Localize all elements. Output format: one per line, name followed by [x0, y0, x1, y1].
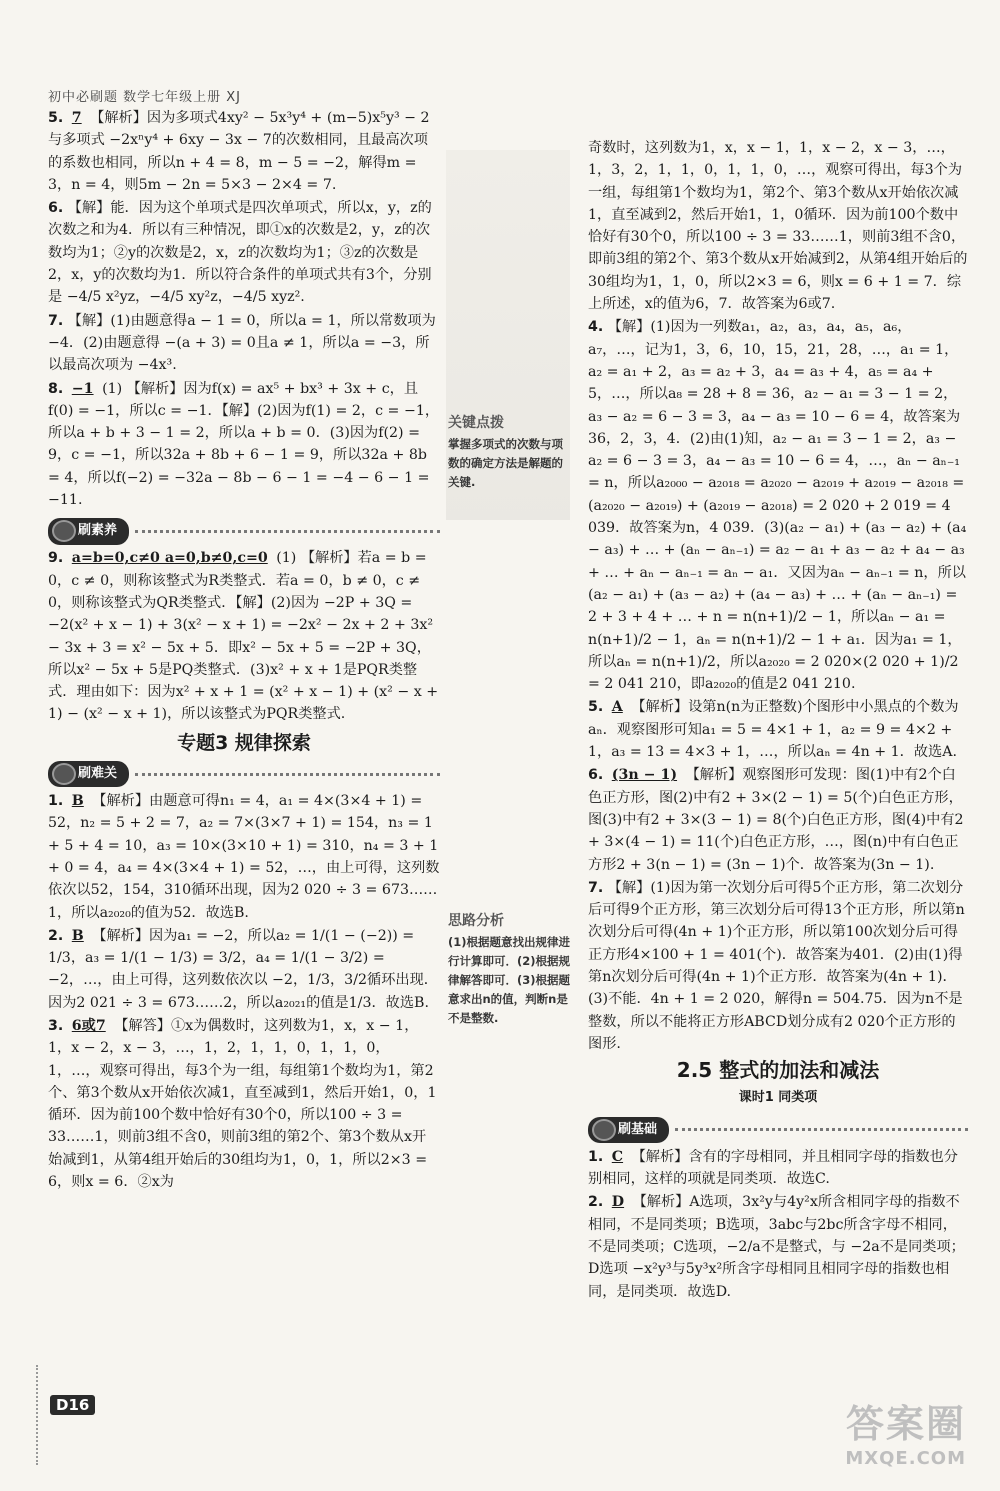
running-header: 初中必刷题 数学七年级上册 XJ — [48, 90, 242, 105]
dotted-divider — [135, 530, 440, 533]
tip-body: 掌握多项式的次数与项数的确定方法是解题的关键. — [448, 437, 563, 489]
lesson-title: 2.5 整式的加法和减法 — [676, 1058, 880, 1083]
dotted-divider — [675, 1128, 968, 1131]
tip-body: (1)根据题意找出规律进行计算即可．(2)根据规律解答即可．(3)根据题意求出n的值，判断n是不是整数. — [448, 935, 571, 1025]
tip-key-points — [448, 414, 572, 492]
lesson-subtitle: 课时1 同类项 — [738, 1090, 818, 1106]
question-6: 6. 【解】能．因为这个单项式是四次单项式，所以x，y，z的次数之和为4．所以有三种情况，即①x的次数是2，y，z的次数均为1；②y的次数是2，x，z的次数均为1；③z的次数是2，x，y的次数均为1．所以符合条件的单项式共有3个，分别是 −4/5 x²yz，−4/5 xy²z，−4/5 xyz². — [48, 200, 432, 306]
question-1: 1. B 【解析】由题意可得n₁ = 4，a₁ = 4×(3×4 + 1) = 52，n₂ = 5 + 2 = 7，a₂ = 7×(3×7 + 1) = 154，n₃ = 1 + 5 + 4 = 10，a₃ = 10×(3×10 + 1) = 310，n₄ = 3 + 1 + 0 = 4，a₄ = 4×(3×4 + 1) = 52，…，由上可得，这列数依次以52，154，310循环出现，因为2 020 ÷ 3 = 673……1，所以a₂₀₂₀的值为52．故选B. — [48, 793, 440, 921]
right-column — [588, 137, 968, 1304]
section-jichu — [588, 1118, 968, 1142]
watermark-logo-text: 答案圈 — [845, 1402, 966, 1446]
question-7: 7. 【解】(1)由题意得a − 1 = 0，所以a = 1，所以常数项为 −4．(2)由题意得 −(a + 3) = 0且a ≠ 1，所以a = −3，所以最高次项为 −4x³. — [48, 312, 436, 374]
section-label: 刷基础 — [588, 1117, 669, 1143]
question-8: 8. −1 (1) 【解析】因为f(x) = ax⁵ + bx³ + 3x + c，且f(0) = −1，所以c = −1．【解】(2)因为f(1) = 2，c = −1，所以a + b + 3 − 1 = 2，所以a + b = 0．(3)因为f(2) = 9，c = −1，所以32a + 8b + 6 − 1 = 9，所以32a + 8b = 4，所以f(−2) = −32a − 8b − 6 − 1 = −4 − 6 − 1 = −11. — [48, 380, 440, 509]
tip-heading: 思路分析 — [448, 913, 504, 929]
question-4: 4. 【解】(1)因为一列数a₁，a₂，a₃，a₄，a₅，a₆，a₇，…，记为1，3，6，10，15，21，28，…，a₁ = 1，a₂ = a₁ + 2，a₃ = a₂ + 3，a₄ = a₃ + 4，a₅ = a₄ + 5，…，所以a₈ = 28 + 8 = 36，a₂ − a₁ = 3 − 1 = 2，a₃ − a₂ = 6 − 3 = 3，a₄ − a₃ = 10 − 6 = 4，故答案为36，2，3，4．(2)由(1)知，a₂ − a₁ = 3 − 1 = 2，a₃ − a₂ = 6 − 3 = 3，a₄ − a₃ = 10 − 6 = 4，…，aₙ − aₙ₋₁ = n，所以a₂₀₀₀ − a₂₀₁₈ = a₂₀₂₀ − a₂₀₁₉ + a₂₀₁₉ − a₂₀₁₈ = (a₂₀₂₀ − a₂₀₁₉) + (a₂₀₁₉ − a₂₀₁₈) = 2 020 + 2 019 = 4 039．故答案为n，4 039．(3)(a₂ − a₁) + (a₃ − a₂) + (a₄ − a₃) + … + (aₙ − aₙ₋₁) = a₂ − a₁ + a₃ − a₂ + a₄ − a₃ + … + aₙ − aₙ₋₁ = aₙ − a₁．又因为aₙ − aₙ₋₁ = n，所以(a₂ − a₁) + (a₃ − a₂) + (a₄ − a₃) + … + (aₙ − aₙ₋₁) = 2 + 3 + 4 + … + n = n(n+1)/2 − 1，所以aₙ − a₁ = n(n+1)/2 − 1，aₙ = n(n+1)/2 − 1 + a₁．因为a₁ = 1，所以aₙ = n(n+1)/2，所以a₂₀₂₀ = 2 020×(2 020 + 1)/2 = 2 041 210，即a₂₀₂₀的值是2 041 210. — [588, 319, 967, 693]
question-3-continued: 奇数时，这列数为1，x，x − 1，1，x − 2，x − 3，…，1，3，2，1，1，0，1，1，0，…，观察可得出，每3个为一组，每组第1个数均为1，第2个、第3个数从x开始依次减1，直至减到2，然后开始1，1，0循环．因为前100个数中恰好有30个0，所以100 ÷ 3 = 33……1，则前3组不含0，即前3组的第2个、第3个数从x开始减到2，从第4组开始后的30组均为1，1，0，所以2×3 = 6，则x = 6 + 1 = 7．综上所述，x的值为6，7．故答案为6或7. — [588, 140, 968, 313]
basic-question-2: 2. D 【解析】A选项，3x²y与4y²x所含相同字母的指数不相同，不是同类项；B选项，3abc与2bc所含字母不相同，不是同类项；C选项，−2/a不是整式，与 −2a不是同类项；D选项 −x²y³与5y³x²所含字母相同且相同字母的指数也相同，是同类项．故选D. — [588, 1194, 965, 1300]
corner-decoration — [36, 1365, 40, 1465]
dotted-divider — [135, 773, 440, 776]
page-number: D16 — [50, 1395, 95, 1415]
tip-heading: 关键点拨 — [448, 415, 504, 431]
section-nanguan — [48, 762, 440, 786]
section-suyang — [48, 519, 440, 543]
question-5: 5. A 【解析】设第n(n为正整数)个图形中小黑点的个数为aₙ．观察图形可知a₁ = 5 = 4×1 + 1，a₂ = 9 = 4×2 + 1，a₃ = 13 = 4×3 + 1，…，所以aₙ = 4n + 1．故选A. — [588, 699, 959, 761]
question-6: 6. (3n − 1) 【解析】观察图形可发现：图(1)中有2个白色正方形，图(2)中有2 + 3×(2 − 1) = 5(个)白色正方形，图(3)中有2 + 3×(3 − 1) = 8(个)白色正方形，图(4)中有2 + 3×(4 − 1) = 11(个)白色正方形，…，图(n)中有白色正方形2 + 3(n − 1) = (3n − 1)个．故答案为(3n − 1). — [588, 767, 964, 873]
watermark-url: MXQE.COM — [845, 1448, 966, 1469]
section-label: 刷素养 — [48, 518, 129, 544]
question-5: 5. 7 【解析】因为多项式4xy² − 5x³y⁴ + (m−5)x⁵y³ − 2与多项式 −2xⁿy⁴ + 6xy − 3x − 7的次数相同，且最高次项的系数也相同，所以n + 4 = 8，m − 5 = −2，解得m = 3，n = 4，则5m − 2n = 5×3 − 2×4 = 7. — [48, 110, 430, 193]
question-7: 7. 【解】(1)因为第一次划分后可得5个正方形，第二次划分后可得9个正方形，第三次划分后可得13个正方形，所以第n次划分后可得(4n + 1)个正方形，所以第100次划分后可得正方形4×100 + 1 = 401(个)．故答案为401．(2)由(1)得第n次划分后可得(4n + 1)个正方形．故答案为(4n + 1)．(3)不能．4n + 1 = 2 020，解得n = 504.75．因为n不是整数，所以不能将正方形ABCD划分成有2 020个正方形的图形. — [588, 879, 965, 1052]
question-9: 9. a=b=0,c≠0 a=0,b≠0,c=0 (1) 【解析】若a = b = 0，c ≠ 0，则称该整式为R类整式．若a = 0，b ≠ 0，c ≠ 0，则称该整式为QR类整式．【解】(2)因为 −2P + 3Q = −2(x² + x − 1) + 3(x² − x + 1) = −2x² − 2x + 2 + 3x² − 3x + 3 = x² − 5x + 5．即x² − 5x + 5 = −2P + 3Q，所以x² − 5x + 5是PQ类整式．(3)x² + x + 1是PQR类整式．理由如下：因为x² + x + 1 = (x² + x − 1) + (x² − x + 1) − (x² − x + 1)，所以该整式为PQR类整式. — [48, 550, 439, 723]
left-column — [48, 107, 440, 1194]
tip-thinking-analysis — [448, 912, 572, 1028]
question-2: 2. B 【解析】因为a₁ = −2，所以a₂ = 1/(1 − (−2)) = 1/3，a₃ = 1/(1 − 1/3) = 3/2，a₄ = 1/(1 − 3/2) = −2，…，由上可得，这列数依次以 −2，1/3，3/2循环出现．因为2 021 ÷ 3 = 673……2，所以a₂₀₂₁的值是1/3．故选B. — [48, 927, 438, 1011]
question-3: 3. 6或7 【解答】①x为偶数时，这列数为1，x，x − 1，1，x − 2，x − 3，…，1，2，1，1，0，1，1，0，1，…，观察可得出，每3个为一组，每组第1个数均为1，第2个、第3个数从x开始依次减1，直至减到1，然后开始1，0，1循环．因为前100个数中恰好有30个0，所以100 ÷ 3 = 33……1，则前3组不含0，则前3组的第2个、第3个数从x开始减到1，从第4组开始后的30组均为1，0，1，所以2×3 = 6，则x = 6．②x为 — [48, 1017, 437, 1191]
basic-question-1: 1. C 【解析】含有的字母相同，并且相同字母的指数也分别相同，这样的项就是同类项．故选C. — [588, 1148, 958, 1188]
topic-title: 专题3 规律探索 — [177, 731, 311, 754]
watermark — [845, 1393, 966, 1469]
section-label: 刷难关 — [48, 761, 129, 787]
